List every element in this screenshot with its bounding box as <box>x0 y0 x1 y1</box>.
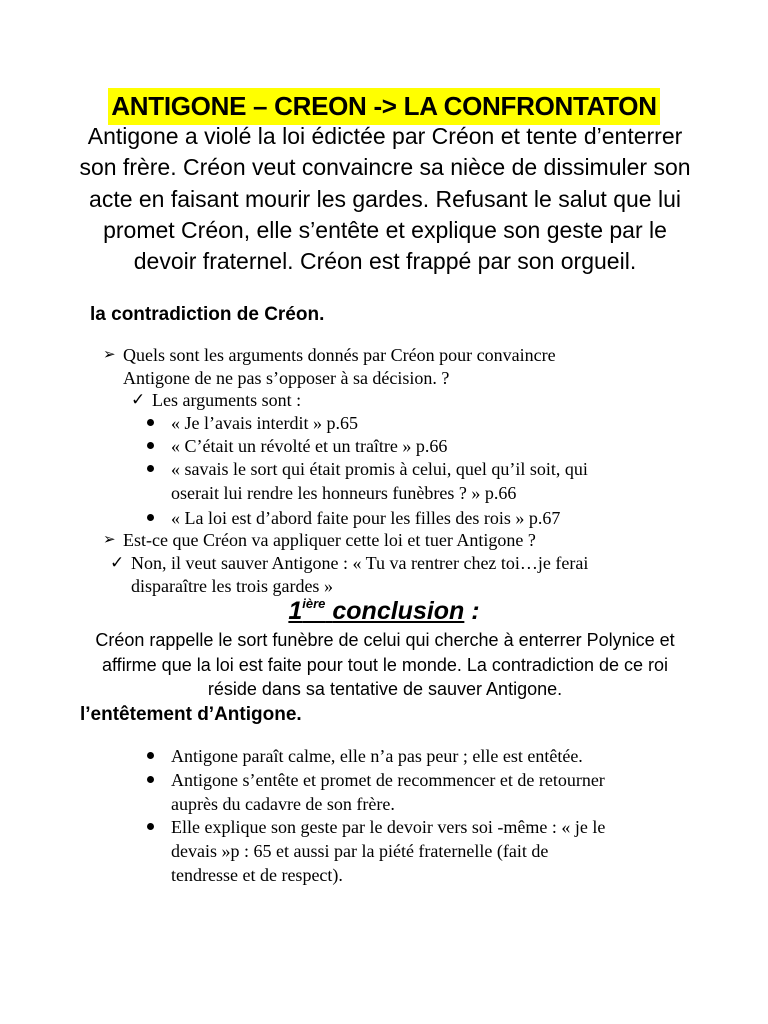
entetement-point-2-line-2: auprès du cadavre de son frère. <box>171 794 395 814</box>
entetement-point-3-line-3: tendresse et de respect). <box>171 865 343 885</box>
title-container <box>0 88 768 125</box>
argument-4: « La loi est d’abord faite pour les filles des rois » p.67 <box>171 508 561 528</box>
checkmark-icon: ✓ <box>131 390 146 409</box>
intro-paragraph <box>70 121 700 277</box>
bullet-icon <box>147 776 154 783</box>
entetement-point-3-line-2: devais »p : 65 et aussi par la piété fraternelle (fait de <box>171 841 549 861</box>
intro-text: Antigone a violé la loi édictée par Créon et tente d’enterrer son frère. Créon veut convaincre sa nièce de dissimuler son acte en faisant mourir les gardes. Refusant le salut que lui promet Créon, elle s’entête et explique son geste par le devoir fraternel. Créon est frappé par son orgueil. <box>79 123 691 275</box>
answer-2-line-2: disparaître les trois gardes » <box>131 576 333 596</box>
bullet-icon <box>147 442 154 449</box>
document-title: ANTIGONE – CREON -> LA CONFRONTATON <box>108 88 659 125</box>
bullet-icon <box>147 752 154 759</box>
conclusion-superscript: ière <box>302 596 326 611</box>
section-heading-entetement: l’entêtement d’Antigone. <box>80 704 302 725</box>
section-heading-contradiction: la contradiction de Créon. <box>90 304 325 325</box>
conclusion-label: conclusion <box>332 597 465 625</box>
checkmark-icon: ✓ <box>110 553 125 572</box>
bullet-icon <box>147 419 154 426</box>
conclusion-number: $1^{ière}$ conclusion <box>288 596 465 625</box>
bullet-icon <box>147 823 154 830</box>
question-1-line-2: Antigone de ne pas s’opposer à sa décision. ? <box>123 368 450 388</box>
entetement-point-2-line-1: Antigone s’entête et promet de recommencer et de retourner <box>171 770 605 790</box>
arrow-bullet-icon: ➢ <box>103 532 116 548</box>
conclusion-text: Créon rappelle le sort funèbre de celui qui cherche à enterrer Polynice et affirme que la loi est faite pour tout le monde. La contradiction de ce roi réside dans sa tentative de sauver Antigone. <box>95 630 675 699</box>
entetement-point-3-line-1: Elle explique son geste par le devoir vers soi -même : « je le <box>171 817 606 837</box>
conclusion-heading <box>0 596 768 626</box>
arrow-bullet-icon: ➢ <box>103 347 116 363</box>
argument-3-line-1: « savais le sort qui était promis à celui, quel qu’il soit, qui <box>171 459 588 479</box>
argument-2: « C’était un révolté et un traître » p.66 <box>171 436 448 456</box>
argument-3-line-2: oserait lui rendre les honneurs funèbres ? » p.66 <box>171 483 517 503</box>
question-1-line-1: Quels sont les arguments donnés par Créon pour convaincre <box>123 345 556 365</box>
bullet-icon <box>147 514 154 521</box>
entetement-point-1: Antigone paraît calme, elle n’a pas peur ; elle est entêtée. <box>171 746 583 766</box>
question-2: Est-ce que Créon va appliquer cette loi et tuer Antigone ? <box>123 530 536 550</box>
answer-1-label: Les arguments sont : <box>152 390 302 410</box>
bullet-icon <box>147 465 154 472</box>
answer-2-line-1: Non, il veut sauver Antigone : « Tu va rentrer chez toi…je ferai <box>131 553 589 573</box>
conclusion-colon: : <box>464 597 480 625</box>
argument-1: « Je l’avais interdit » p.65 <box>171 413 358 433</box>
